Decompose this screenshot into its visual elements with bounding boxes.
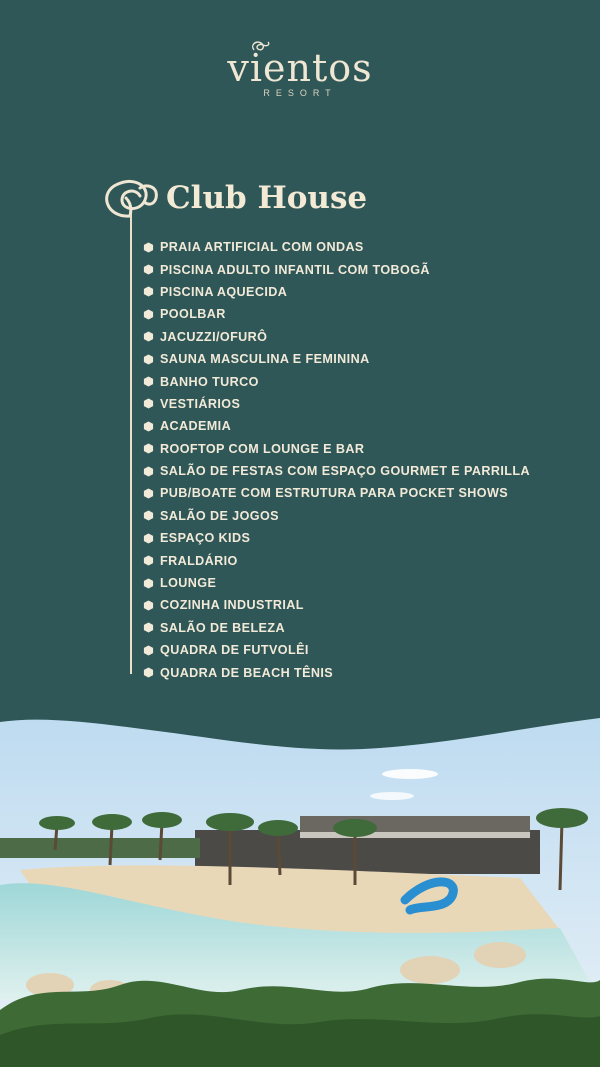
swirl-logo-icon <box>250 40 272 54</box>
list-item <box>143 236 530 258</box>
list-item-label: QUADRA DE BEACH TÊNIS <box>160 665 334 680</box>
hexagon-bullet-icon <box>143 578 154 589</box>
list-item-label: JACUZZI/OFURÔ <box>160 329 268 344</box>
list-item <box>143 348 530 370</box>
list-item-label: ESPAÇO KIDS <box>160 531 251 546</box>
brand-subtitle: RESORT <box>263 88 337 98</box>
hexagon-bullet-icon <box>143 376 154 387</box>
list-item-label: PRAIA ARTIFICIAL COM ONDAS <box>160 240 364 255</box>
hexagon-bullet-icon <box>143 555 154 566</box>
list-item-label: SALÃO DE FESTAS COM ESPAÇO GOURMET E PARRILLA <box>160 464 530 479</box>
list-item <box>143 572 530 594</box>
list-item <box>143 505 530 527</box>
resort-photo <box>0 700 600 1067</box>
hexagon-bullet-icon <box>143 309 154 320</box>
hexagon-bullet-icon <box>143 466 154 477</box>
list-item <box>143 460 530 482</box>
list-item <box>143 281 530 303</box>
hexagon-bullet-icon <box>143 242 154 253</box>
hexagon-bullet-icon <box>143 354 154 365</box>
list-item <box>143 438 530 460</box>
list-item-label: SALÃO DE BELEZA <box>160 620 285 635</box>
hexagon-bullet-icon <box>143 443 154 454</box>
list-item-label: POOLBAR <box>160 307 226 322</box>
list-item-label: ACADEMIA <box>160 419 232 434</box>
list-item <box>143 326 530 348</box>
hexagon-bullet-icon <box>143 398 154 409</box>
hexagon-bullet-icon <box>143 510 154 521</box>
list-item-label: SALÃO DE JOGOS <box>160 508 279 523</box>
hexagon-bullet-icon <box>143 286 154 297</box>
list-item-label: LOUNGE <box>160 576 217 591</box>
list-item-label: COZINHA INDUSTRIAL <box>160 598 304 613</box>
list-item-label: PISCINA ADULTO INFANTIL COM TOBOGÃ <box>160 262 430 277</box>
hexagon-bullet-icon <box>143 331 154 342</box>
list-item-label: PISCINA AQUECIDA <box>160 284 288 299</box>
list-item-label: PUB/BOATE COM ESTRUTURA PARA POCKET SHOWS <box>160 486 509 501</box>
section-title: Club House <box>166 180 368 216</box>
list-item-label: QUADRA DE FUTVOLÊI <box>160 643 309 658</box>
list-item-label: ROOFTOP COM LOUNGE E BAR <box>160 441 365 456</box>
list-item <box>143 258 530 280</box>
list-item <box>143 415 530 437</box>
list-item <box>143 303 530 325</box>
brand-name: vientos <box>227 46 373 90</box>
list-item <box>143 661 530 683</box>
timeline-line <box>130 214 132 674</box>
list-item <box>143 639 530 661</box>
list-item-label: BANHO TURCO <box>160 374 259 389</box>
list-item-label: SAUNA MASCULINA E FEMININA <box>160 352 370 367</box>
list-item <box>143 393 530 415</box>
hexagon-bullet-icon <box>143 600 154 611</box>
hexagon-bullet-icon <box>143 667 154 678</box>
list-item-label: VESTIÁRIOS <box>160 396 241 411</box>
hexagon-bullet-icon <box>143 533 154 544</box>
list-item <box>143 482 530 504</box>
hexagon-bullet-icon <box>143 421 154 432</box>
hexagon-bullet-icon <box>143 488 154 499</box>
hexagon-bullet-icon <box>143 645 154 656</box>
brand-logo <box>0 40 600 98</box>
list-item <box>143 370 530 392</box>
hexagon-bullet-icon <box>143 264 154 275</box>
amenities-list <box>143 236 530 684</box>
hexagon-bullet-icon <box>143 622 154 633</box>
list-item <box>143 594 530 616</box>
list-item <box>143 617 530 639</box>
list-item-label: FRALDÁRIO <box>160 553 238 568</box>
list-item <box>143 549 530 571</box>
list-item <box>143 527 530 549</box>
